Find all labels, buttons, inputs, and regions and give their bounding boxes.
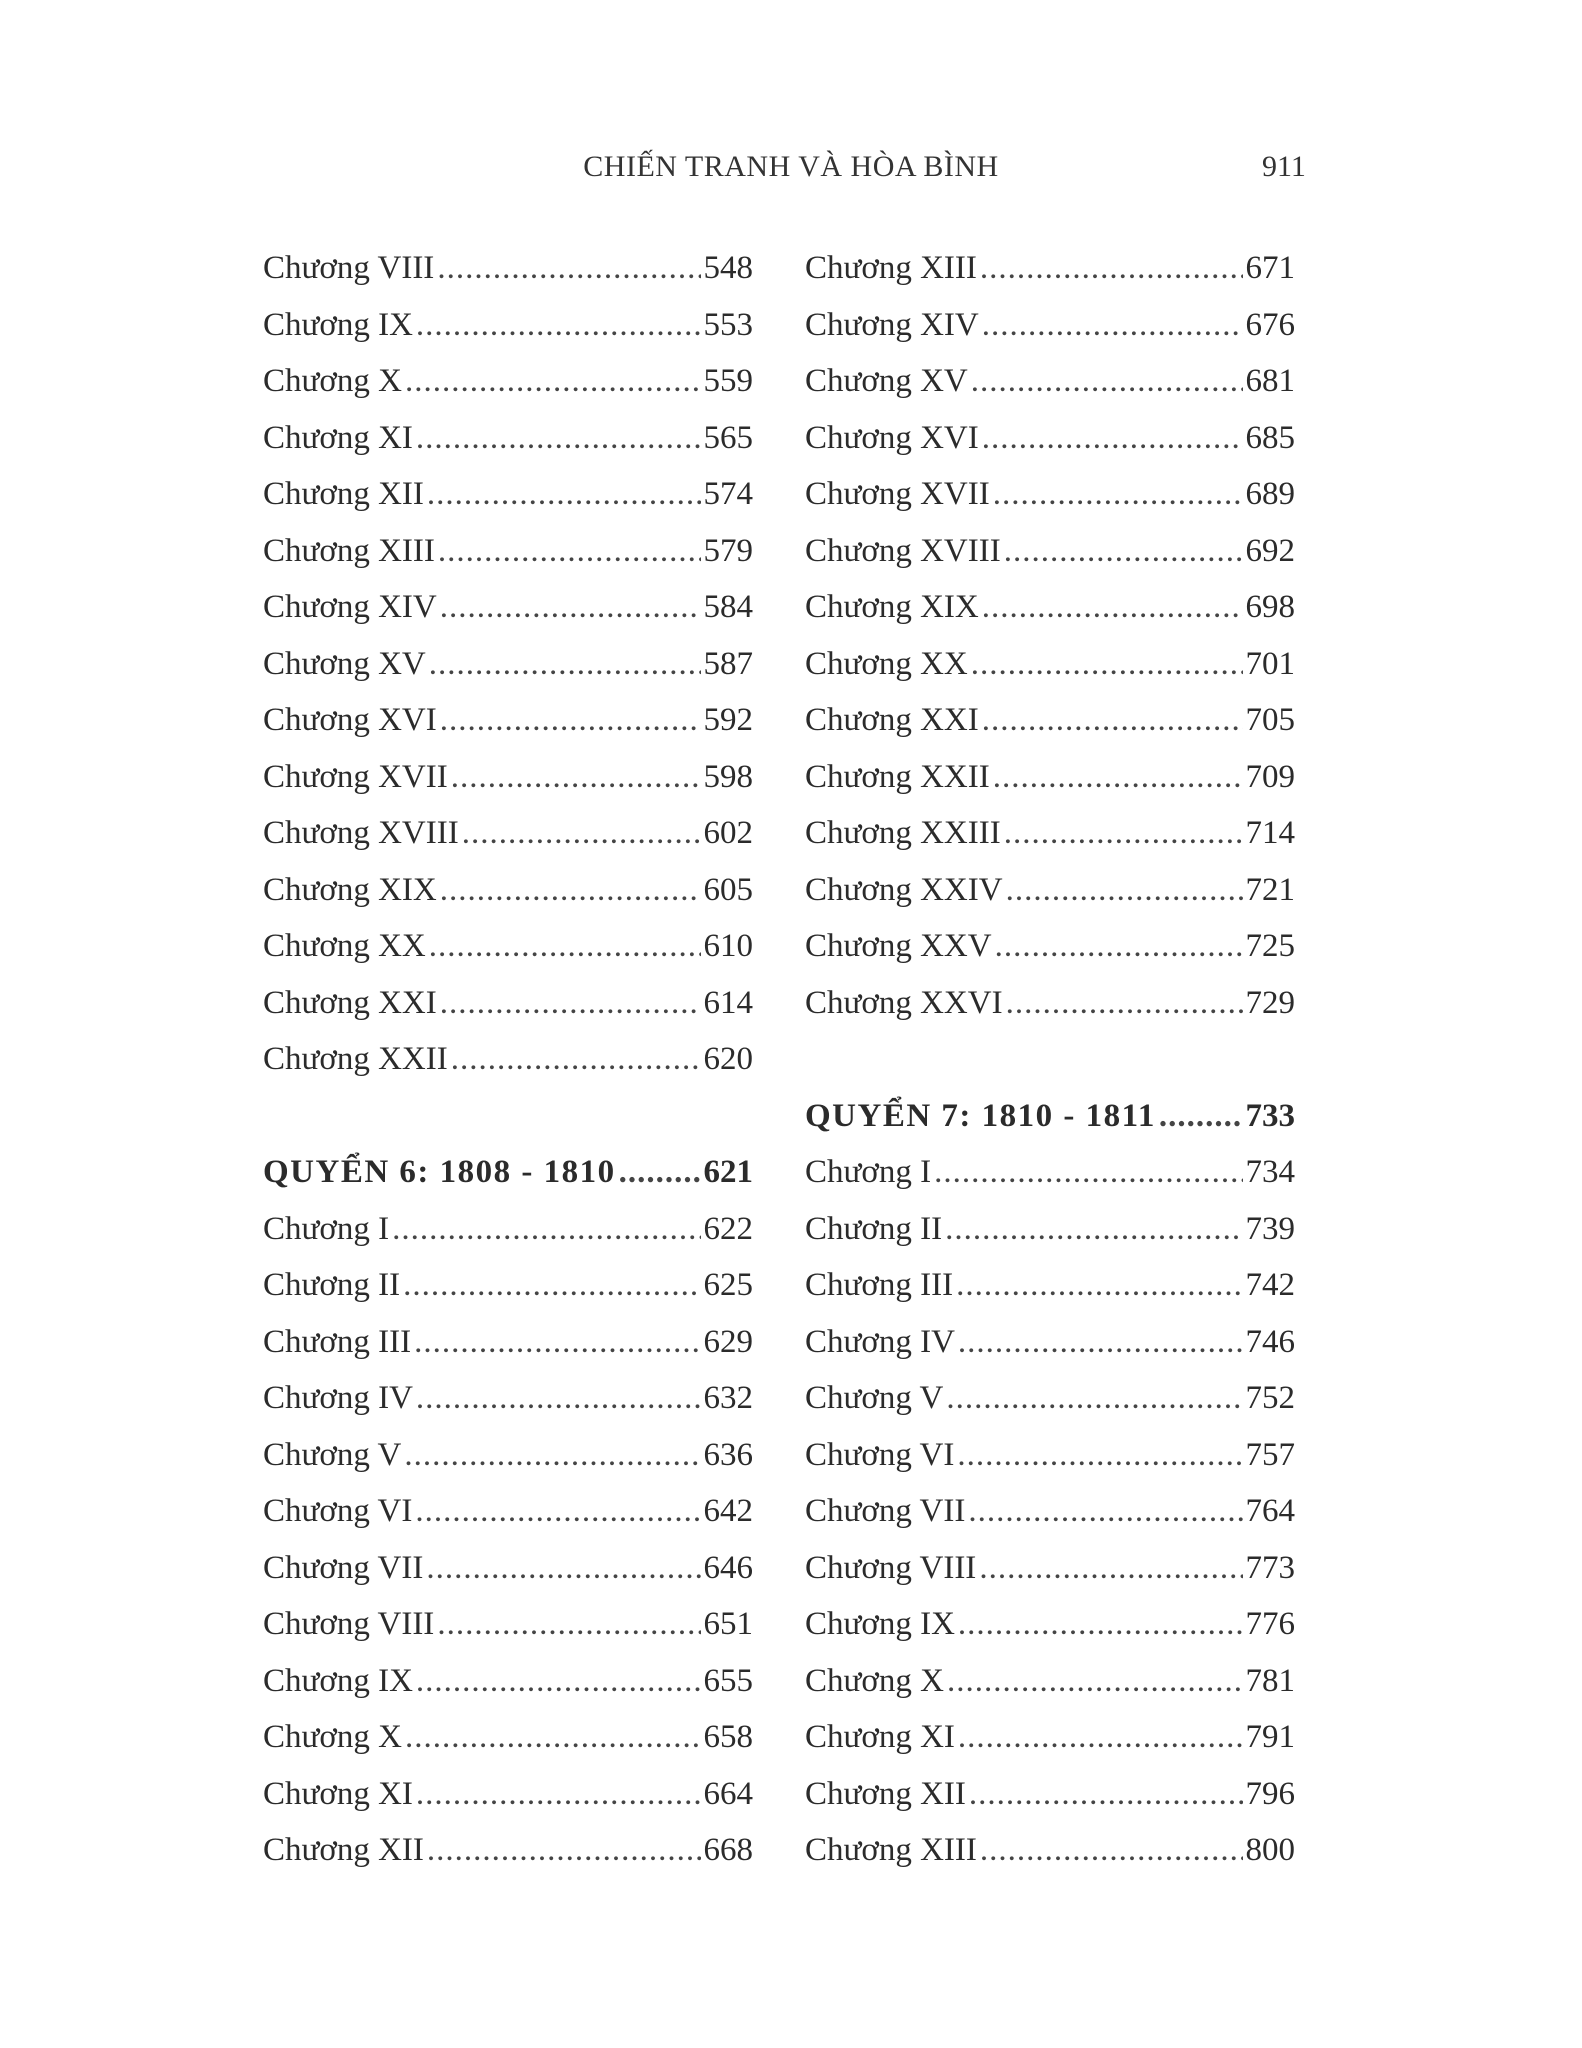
toc-entry	[263, 1822, 753, 1879]
toc-section-heading	[805, 1088, 1295, 1145]
chapter-title: Chương V	[805, 1380, 944, 1416]
page-ref: 559	[703, 363, 753, 399]
chapter-title: Chương XI	[263, 1775, 413, 1812]
toc-right-column	[805, 240, 1295, 1879]
page-ref: 548	[703, 250, 753, 286]
page-ref: 651	[703, 1606, 753, 1642]
dot-leader	[956, 1257, 1242, 1314]
page-ref: 698	[1245, 589, 1295, 625]
chapter-title: Chương XVII	[263, 758, 448, 795]
dot-leader	[980, 240, 1243, 297]
dot-leader	[405, 1709, 701, 1766]
dot-leader	[438, 523, 701, 580]
chapter-title: Chương II	[805, 1210, 943, 1247]
toc-section-heading	[263, 1144, 753, 1201]
toc-entry	[805, 1766, 1295, 1823]
chapter-title: Chương XIX	[263, 871, 437, 908]
section-gap	[805, 1031, 1295, 1088]
toc-entry	[805, 1596, 1295, 1653]
chapter-title: Chương XXI	[805, 702, 979, 738]
toc-entry	[263, 636, 753, 693]
chapter-title: Chương XIV	[805, 306, 979, 343]
dot-leader	[1004, 805, 1243, 862]
toc-entry	[263, 1766, 753, 1823]
dot-leader	[416, 1766, 701, 1823]
toc-entry	[263, 1031, 753, 1088]
dot-leader	[1006, 975, 1243, 1032]
chapter-title: Chương XI	[805, 1719, 955, 1755]
toc-entry	[805, 466, 1295, 523]
page-ref: 574	[703, 476, 753, 512]
dot-leader	[995, 918, 1243, 975]
toc-entry	[263, 975, 753, 1032]
page-ref: 622	[703, 1210, 753, 1247]
chapter-title: Chương XVIII	[263, 815, 459, 851]
running-head	[0, 150, 1582, 190]
dot-leader	[440, 579, 701, 636]
toc-entry	[263, 1653, 753, 1710]
dot-leader	[440, 975, 701, 1032]
dot-leader	[982, 410, 1243, 467]
page-ref: 773	[1245, 1549, 1295, 1586]
dot-leader	[415, 1483, 700, 1540]
chapter-title: Chương V	[263, 1436, 402, 1473]
dot-leader	[440, 862, 701, 919]
chapter-title: Chương IV	[263, 1380, 413, 1416]
toc-entry	[263, 523, 753, 580]
toc-entry	[805, 1257, 1295, 1314]
chapter-title: Chương II	[263, 1267, 401, 1303]
page-ref: 602	[703, 815, 753, 851]
dot-leader	[619, 1144, 701, 1201]
chapter-title: Chương XX	[805, 645, 968, 682]
toc-entry	[263, 1596, 753, 1653]
toc-entry	[805, 1822, 1295, 1879]
dot-leader	[462, 805, 701, 862]
page-ref: 757	[1245, 1436, 1295, 1473]
toc-entry	[263, 579, 753, 636]
dot-leader	[946, 1370, 1242, 1427]
dot-leader	[1006, 862, 1243, 919]
dot-leader	[957, 1427, 1242, 1484]
dot-leader	[405, 353, 701, 410]
dot-leader	[1159, 1088, 1243, 1145]
page-ref: 681	[1245, 363, 1295, 399]
chapter-title: Chương IX	[263, 306, 413, 343]
dot-leader	[958, 1314, 1243, 1371]
page-number: 911	[1262, 150, 1306, 183]
chapter-title: Chương XVI	[263, 702, 437, 738]
chapter-title: Chương III	[263, 1323, 412, 1360]
chapter-title: Chương X	[263, 1719, 402, 1755]
chapter-title: Chương XX	[263, 928, 426, 964]
chapter-title: Chương XIII	[263, 532, 435, 569]
dot-leader	[969, 1766, 1243, 1823]
toc-entry	[805, 1483, 1295, 1540]
toc-entry	[805, 692, 1295, 749]
chapter-title: Chương XII	[805, 1775, 966, 1812]
toc-entry	[805, 805, 1295, 862]
toc-entry	[805, 636, 1295, 693]
toc-entry	[805, 579, 1295, 636]
chapter-title: Chương XVII	[805, 476, 990, 512]
toc-entry	[805, 240, 1295, 297]
chapter-title: Chương I	[263, 1210, 390, 1247]
chapter-title: Chương IX	[263, 1662, 413, 1699]
page-ref: 579	[703, 532, 753, 569]
page-ref: 636	[703, 1436, 753, 1473]
toc-entry	[805, 297, 1295, 354]
chapter-title: Chương XXI	[263, 984, 437, 1021]
dot-leader	[427, 1822, 701, 1879]
dot-leader	[427, 466, 701, 523]
dot-leader	[982, 297, 1243, 354]
page-ref: 614	[703, 984, 753, 1021]
page-ref: 752	[1245, 1380, 1295, 1416]
toc-entry	[263, 1370, 753, 1427]
page-ref: 565	[703, 419, 753, 456]
dot-leader	[971, 636, 1243, 693]
section-title: QUYỂN 7: 1810 - 1811	[805, 1097, 1156, 1134]
page-ref: 776	[1245, 1606, 1295, 1642]
page-ref: 739	[1245, 1210, 1295, 1247]
toc-entry	[805, 1653, 1295, 1710]
toc-entry	[263, 749, 753, 806]
dot-leader	[416, 410, 701, 467]
toc-entry	[263, 862, 753, 919]
toc-entry	[263, 1540, 753, 1597]
dot-leader	[947, 1653, 1243, 1710]
page-ref: 671	[1245, 250, 1295, 286]
dot-leader	[440, 692, 701, 749]
page-ref: 664	[703, 1775, 753, 1812]
page-ref: 632	[703, 1380, 753, 1416]
chapter-title: Chương VII	[805, 1493, 966, 1529]
page-ref: 587	[703, 645, 753, 682]
page-ref: 742	[1245, 1267, 1295, 1303]
page-ref: 733	[1245, 1097, 1295, 1134]
toc-entry	[805, 1201, 1295, 1258]
toc-entry	[805, 1144, 1295, 1201]
section-title: QUYỂN 6: 1808 - 1810	[263, 1154, 616, 1190]
toc-entry	[805, 353, 1295, 410]
dot-leader	[429, 918, 701, 975]
chapter-title: Chương X	[263, 363, 402, 399]
chapter-title: Chương XII	[263, 1832, 424, 1868]
toc-entry	[263, 466, 753, 523]
chapter-title: Chương XIX	[805, 589, 979, 625]
page-ref: 584	[703, 589, 753, 625]
dot-leader	[1004, 523, 1243, 580]
dot-leader	[437, 240, 700, 297]
book-title: CHIẾN TRANH VÀ HÒA BÌNH	[583, 150, 999, 183]
dot-leader	[429, 636, 701, 693]
chapter-title: Chương VIII	[263, 1606, 435, 1642]
page-ref: 689	[1245, 476, 1295, 512]
chapter-title: Chương XV	[263, 645, 426, 682]
toc-entry	[263, 240, 753, 297]
toc-entry	[805, 1370, 1295, 1427]
page-ref: 721	[1245, 871, 1295, 908]
toc-entry	[263, 1201, 753, 1258]
toc-entry	[805, 975, 1295, 1032]
chapter-title: Chương XVIII	[805, 532, 1001, 569]
dot-leader	[982, 692, 1243, 749]
dot-leader	[971, 353, 1243, 410]
chapter-title: Chương XIV	[263, 589, 437, 625]
dot-leader	[934, 1144, 1242, 1201]
toc-entry	[263, 410, 753, 467]
page-ref: 621	[703, 1154, 753, 1190]
page-ref: 791	[1245, 1719, 1295, 1755]
page-ref: 714	[1245, 815, 1295, 851]
toc-entry	[805, 862, 1295, 919]
toc-entry	[805, 749, 1295, 806]
toc-entry	[263, 805, 753, 862]
page-ref: 734	[1245, 1154, 1295, 1190]
dot-leader	[392, 1201, 700, 1258]
toc-entry	[263, 918, 753, 975]
page-ref: 625	[703, 1267, 753, 1303]
page-ref: 598	[703, 758, 753, 795]
page-ref: 796	[1245, 1775, 1295, 1812]
page-ref: 658	[703, 1719, 753, 1755]
dot-leader	[404, 1427, 700, 1484]
page-ref: 725	[1245, 928, 1295, 964]
toc-entry	[805, 1314, 1295, 1371]
chapter-title: Chương VI	[263, 1493, 413, 1529]
toc-entry	[805, 1540, 1295, 1597]
chapter-title: Chương X	[805, 1662, 944, 1699]
dot-leader	[416, 297, 701, 354]
toc-entry	[805, 410, 1295, 467]
chapter-title: Chương XII	[263, 476, 424, 512]
page-ref: 553	[703, 306, 753, 343]
section-gap	[263, 1088, 753, 1145]
chapter-title: Chương VII	[263, 1549, 424, 1586]
dot-leader	[958, 1709, 1243, 1766]
dot-leader	[993, 749, 1243, 806]
chapter-title: Chương VI	[805, 1436, 955, 1473]
toc-entry	[263, 353, 753, 410]
page-ref: 709	[1245, 758, 1295, 795]
page-ref: 692	[1245, 532, 1295, 569]
chapter-title: Chương III	[805, 1267, 954, 1303]
page-ref: 705	[1245, 702, 1295, 738]
toc-entry	[263, 692, 753, 749]
toc-entry	[805, 1427, 1295, 1484]
chapter-title: Chương IX	[805, 1606, 955, 1642]
chapter-title: Chương XXIII	[805, 815, 1001, 851]
toc-entry	[805, 1709, 1295, 1766]
toc-entry	[263, 1483, 753, 1540]
page-ref: 701	[1245, 645, 1295, 682]
page-ref: 592	[703, 702, 753, 738]
chapter-title: Chương VIII	[263, 250, 435, 286]
page-ref: 605	[703, 871, 753, 908]
dot-leader	[426, 1540, 700, 1597]
page-ref: 610	[703, 928, 753, 964]
page-ref: 655	[703, 1662, 753, 1699]
page-ref: 764	[1245, 1493, 1295, 1529]
dot-leader	[451, 749, 701, 806]
page-ref: 729	[1245, 984, 1295, 1021]
chapter-title: Chương XXII	[263, 1041, 448, 1077]
dot-leader	[945, 1201, 1242, 1258]
dot-leader	[451, 1031, 701, 1088]
dot-leader	[968, 1483, 1242, 1540]
page-ref: 685	[1245, 419, 1295, 456]
toc-entry	[805, 918, 1295, 975]
page-ref: 746	[1245, 1323, 1295, 1360]
dot-leader	[416, 1370, 701, 1427]
toc-entry	[805, 523, 1295, 580]
chapter-title: Chương XXV	[805, 928, 992, 964]
chapter-title: Chương XVI	[805, 419, 979, 456]
toc-entry	[263, 297, 753, 354]
page-ref: 781	[1245, 1662, 1295, 1699]
chapter-title: Chương XXII	[805, 758, 990, 795]
chapter-title: Chương XXIV	[805, 871, 1003, 908]
chapter-title: Chương VIII	[805, 1549, 977, 1586]
toc-entry	[263, 1314, 753, 1371]
toc-entry	[263, 1709, 753, 1766]
dot-leader	[980, 1822, 1243, 1879]
chapter-title: Chương XV	[805, 363, 968, 399]
dot-leader	[403, 1257, 700, 1314]
page-ref: 800	[1245, 1832, 1295, 1868]
page-ref: 629	[703, 1323, 753, 1360]
page-ref: 620	[703, 1041, 753, 1077]
dot-leader	[437, 1596, 700, 1653]
dot-leader	[958, 1596, 1243, 1653]
toc-entry	[263, 1257, 753, 1314]
chapter-title: Chương I	[805, 1154, 932, 1190]
chapter-title: Chương XIII	[805, 1832, 977, 1868]
dot-leader	[993, 466, 1243, 523]
page-ref: 676	[1245, 306, 1295, 343]
dot-leader	[414, 1314, 700, 1371]
chapter-title: Chương IV	[805, 1323, 955, 1360]
chapter-title: Chương XI	[263, 419, 413, 456]
dot-leader	[982, 579, 1243, 636]
page-ref: 646	[703, 1549, 753, 1586]
chapter-title: Chương XIII	[805, 250, 977, 286]
dot-leader	[979, 1540, 1242, 1597]
toc-entry	[263, 1427, 753, 1484]
page-ref: 668	[703, 1832, 753, 1868]
dot-leader	[416, 1653, 701, 1710]
toc-left-column	[263, 240, 753, 1879]
chapter-title: Chương XXVI	[805, 984, 1003, 1021]
page-ref: 642	[703, 1493, 753, 1529]
